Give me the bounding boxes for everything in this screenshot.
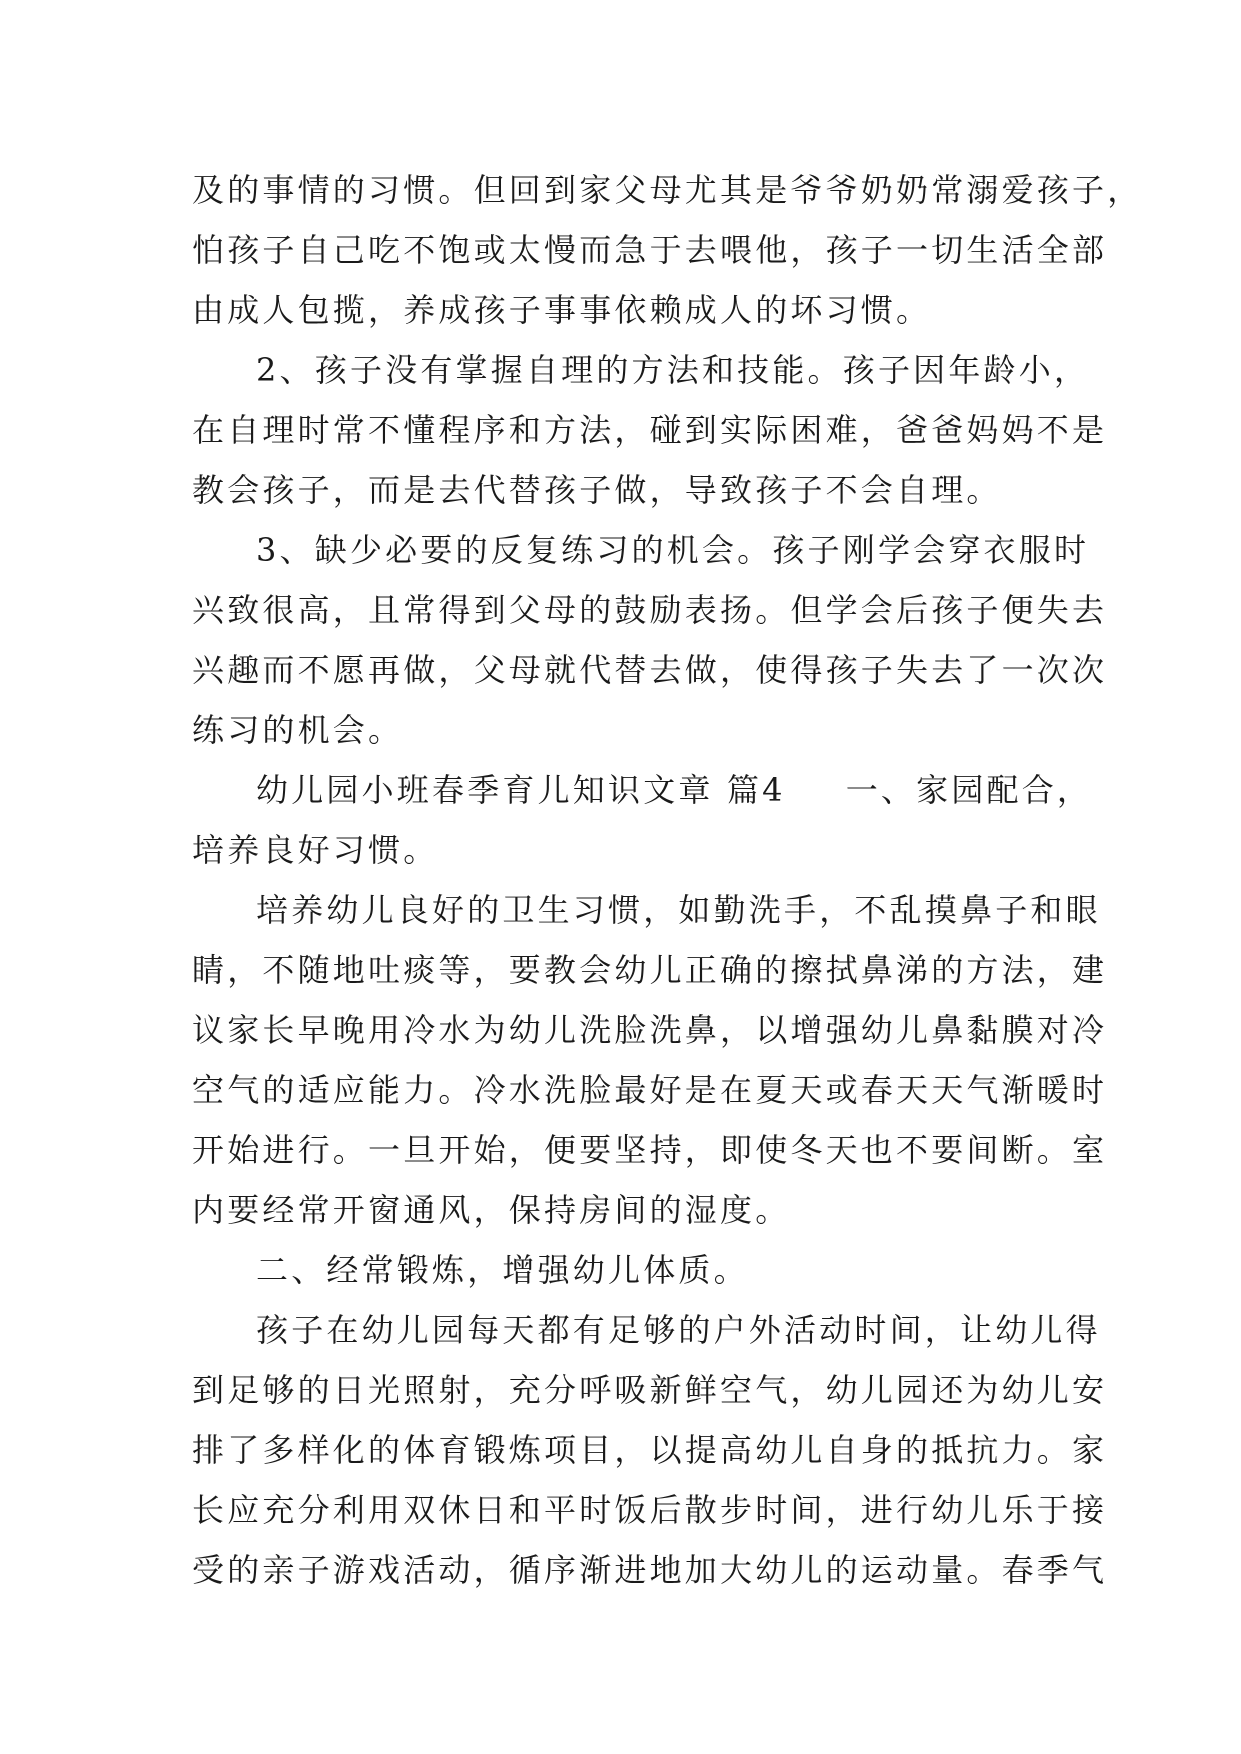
text-line: 内要经常开窗通风，保持房间的湿度。 [192, 1191, 791, 1229]
text-line: 睛，不随地吐痰等，要教会幼儿正确的擦拭鼻涕的方法，建 [192, 951, 1108, 989]
text-line: 教会孩子，而是去代替孩子做，导致孩子不会自理。 [192, 471, 1002, 509]
text-line: 兴趣而不愿再做，父母就代替去做，使得孩子失去了一次次 [192, 651, 1108, 689]
text-line: 空气的适应能力。冷水洗脸最好是在夏天或春天天气渐暖时 [192, 1071, 1108, 1109]
text-line: 长应充分利用双休日和平时饭后散步时间，进行幼儿乐于接 [192, 1491, 1108, 1529]
text-line: 怕孩子自己吃不饱或太慢而急于去喂他，孩子一切生活全部 [192, 231, 1108, 269]
text-line: 受的亲子游戏活动，循序渐进地加大幼儿的运动量。春季气 [192, 1551, 1108, 1589]
text-line: 由成人包揽，养成孩子事事依赖成人的坏习惯。 [192, 291, 932, 329]
text-line: 3、缺少必要的反复练习的机会。孩子刚学会穿衣服时 [256, 531, 1090, 569]
article-heading-line [192, 760, 1102, 820]
text-line: 练习的机会。 [192, 711, 404, 749]
text-line: 在自理时常不懂程序和方法，碰到实际困难，爸爸妈妈不是 [192, 411, 1108, 449]
article-title: 幼儿园小班春季育儿知识文章 篇4 [256, 771, 786, 809]
document-body [192, 160, 1143, 1600]
text-line: 2、孩子没有掌握自理的方法和技能。孩子因年龄小， [256, 351, 1090, 389]
text-line: 议家长早晚用冷水为幼儿洗脸洗鼻，以增强幼儿鼻黏膜对冷 [192, 1011, 1108, 1049]
section-heading: 二、经常锻炼，增强幼儿体质。 [256, 1251, 749, 1289]
text-line: 孩子在幼儿园每天都有足够的户外活动时间，让幼儿得 [256, 1311, 1101, 1349]
text-line: 到足够的日光照射，充分呼吸新鲜空气，幼儿园还为幼儿安 [192, 1371, 1108, 1409]
text-line: 及的事情的习惯。但回到家父母尤其是爷爷奶奶常溺爱孩子， [192, 171, 1143, 209]
text-line: 开始进行。一旦开始，便要坚持，即使冬天也不要间断。室 [192, 1131, 1108, 1169]
text-line: 培养幼儿良好的卫生习惯，如勤洗手，不乱摸鼻子和眼 [256, 891, 1101, 929]
text-line: 培养良好习惯。 [192, 831, 439, 869]
text-line: 兴致很高，且常得到父母的鼓励表扬。但学会后孩子便失去 [192, 591, 1108, 629]
text-line: 排了多样化的体育锻炼项目，以提高幼儿自身的抵抗力。家 [192, 1431, 1108, 1469]
section-heading: 一、家园配合， [845, 771, 1093, 809]
